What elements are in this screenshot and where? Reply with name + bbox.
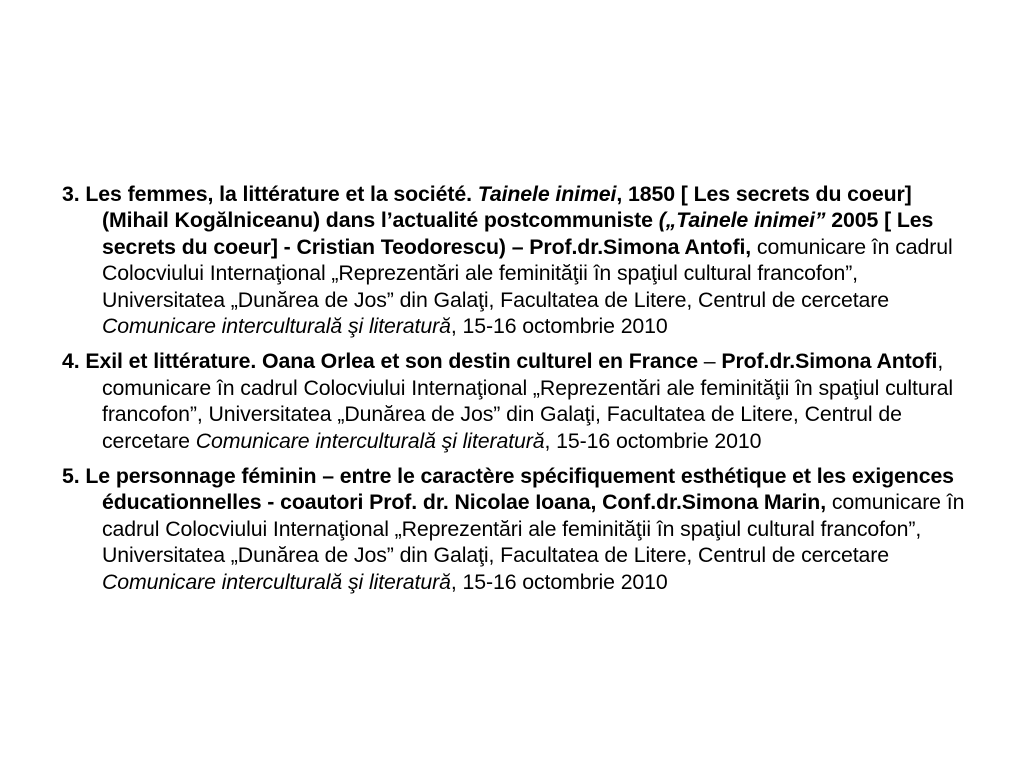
entry-text: Prof.dr.Simona Antofi	[721, 349, 938, 374]
list-item-3	[62, 181, 982, 339]
entry-text: Comunicare interculturală şi literatură	[102, 569, 451, 594]
entry-text: 2005 [ Les secrets du coeur] - Cristian Teodorescu) – Prof.dr.Simona Antofi,	[102, 208, 934, 259]
entry-text: –	[697, 349, 722, 374]
entry-text: , comunicare în cadrul Colocviului Internaţional „Reprezentări ale feminităţii în spaţiul cultural francofon”, Universitatea „Dunărea de Jos” din Galaţi, Facultatea de Litere, Centrul de cercetare	[102, 349, 953, 453]
entry-text: comunicare în cadrul Colocviului Internaţional „Reprezentări ale feminităţii în spaţiul cultural francofon”, Universitatea „Dunărea de Jos” din Galaţi, Facultatea de Litere, Centrul de cercetare	[102, 234, 953, 312]
entry-text: , 15-16 octombrie 2010	[544, 428, 762, 453]
entry-text: , 15-16 octombrie 2010	[450, 569, 668, 594]
entry-text: 3. Les femmes, la littérature et la société.	[62, 182, 478, 206]
entry-text: Comunicare interculturală şi literatură	[102, 314, 451, 339]
list-item-5	[62, 463, 982, 595]
entry-text: Tainele inimei	[477, 182, 617, 206]
entry-text: comunicare în cadrul Colocviului Internaţional „Reprezentări ale feminităţii în spaţiul cultural francofon”, Universitatea „Dunărea de Jos” din Galaţi, Facultatea de Litere, Centrul de cercetare	[102, 490, 965, 568]
entry-text: 5. Le personnage féminin – entre le caractère spécifiquement esthétique et les exigences éducationnelles - coautori Prof. dr. Nicolae Ioana, Conf.dr.Simona Marin,	[62, 464, 954, 515]
entry-text: („Tainele inimei”	[658, 208, 826, 233]
list-item-4	[62, 348, 982, 454]
entry-text: 4. Exil et littérature. Oana Orlea et son destin culturel en France	[62, 349, 698, 374]
bibliography-list	[62, 181, 982, 604]
entry-text: , 15-16 octombrie 2010	[450, 314, 668, 339]
entry-text: Comunicare interculturală şi literatură	[195, 428, 545, 453]
entry-text: , 1850 [ Les secrets du coeur] (Mihail Kogălniceanu) dans l’actualité postcommuniste	[102, 182, 912, 233]
